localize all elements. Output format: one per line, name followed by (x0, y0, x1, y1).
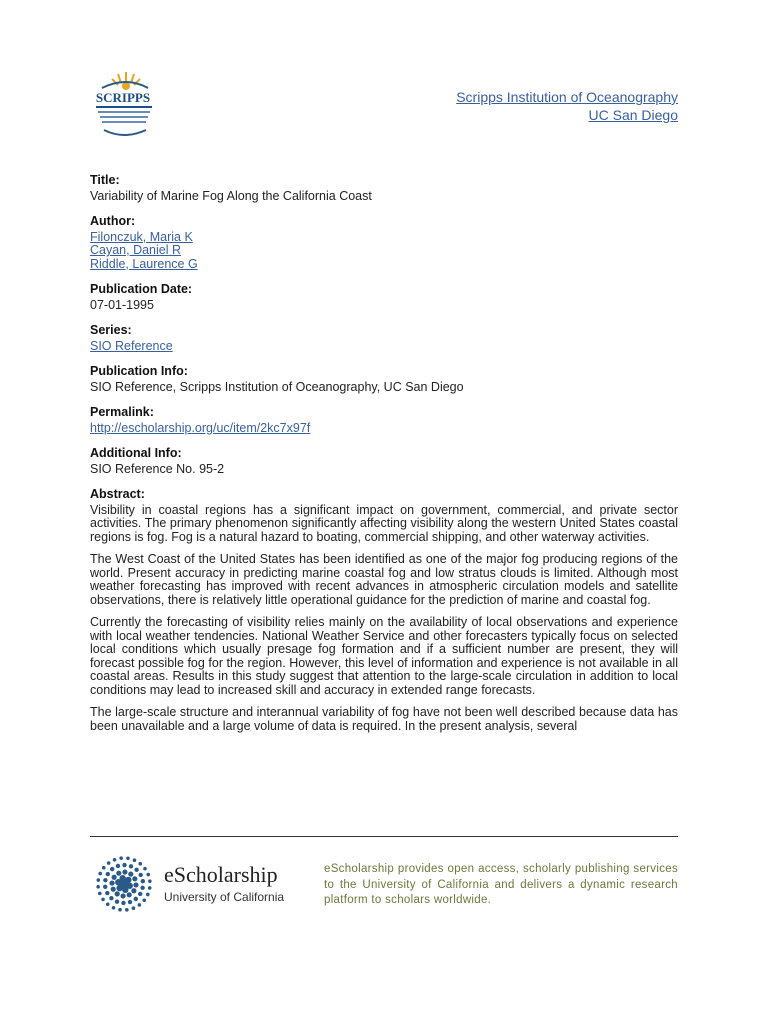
logo-dot (129, 864, 133, 868)
abstract-field (90, 488, 678, 733)
series-field (90, 324, 678, 353)
logo-dot (131, 888, 136, 893)
logo-dot (122, 869, 127, 874)
author-field (90, 215, 678, 271)
logo-dot (138, 903, 142, 907)
logo-dot (126, 857, 130, 861)
logo-dot (138, 892, 142, 896)
author-link[interactable]: Cayan, Daniel R (90, 243, 182, 257)
logo-dot (97, 878, 101, 882)
permalink-label: Permalink: (90, 405, 154, 419)
ucsd-link[interactable]: UC San Diego (588, 107, 678, 123)
pub-date-value: 07-01-1995 (90, 297, 154, 312)
logo-dot (140, 886, 144, 890)
pub-date-field (90, 283, 678, 312)
title-field (90, 174, 678, 203)
author-link[interactable]: Filonczuk, Maria K (90, 229, 193, 244)
logo-dot (143, 867, 147, 871)
metadata-section (90, 174, 678, 745)
logo-dot (128, 871, 133, 876)
pub-date-label: Publication Date: (90, 282, 193, 296)
logo-dot (122, 863, 126, 867)
logo-dot (146, 873, 150, 877)
logo-dot (113, 858, 117, 862)
abstract-paragraph: The large-scale structure and interannual variability of fog have not been well described because data has been unavailable and a large volume of data is required. In the present analysis, several (90, 705, 678, 733)
institution-links (456, 88, 678, 124)
logo-dot (128, 900, 132, 904)
logo-dot (116, 871, 121, 876)
logo-dot (121, 901, 125, 905)
logo-dot (132, 876, 137, 881)
logo-dot (98, 892, 102, 896)
pub-info-field (90, 365, 678, 394)
logo-dot (115, 891, 120, 896)
logo-dot (134, 868, 138, 872)
logo-dot (110, 867, 114, 871)
abstract-paragraph: The West Coast of the United States has been identified as one of the major fog producing regions of the world. Present accuracy in predicting marine coastal fog and low stratus clouds is limited. Although most weather forecasting has improved with recent advances in atmospheric circulation models and satellite observations, there is relatively little operational guidance for the prediction of marine and coastal fog. (90, 552, 678, 607)
logo-dot (109, 880, 114, 885)
permalink-link[interactable]: http://escholarship.org/uc/item/2kc7x97f (90, 420, 311, 435)
logo-dot (107, 861, 111, 865)
logo-dot (146, 893, 150, 897)
logo-dot (106, 872, 110, 876)
logo-dot (133, 882, 138, 887)
logo-dot (148, 879, 152, 883)
logo-dot (139, 873, 143, 877)
logo-dot (116, 885, 122, 891)
logo-dot (127, 892, 132, 897)
scripps-logo-text: SCRIPPS (95, 90, 151, 105)
logo-dot (138, 862, 142, 866)
abstract-paragraph: Currently the forecasting of visibility relies mainly on the availability of local observations and experience with local weather tendencies. National Weather Service and other forecasters typically focus on selected local conditions which usually presage fog formation and if a sufficient number are present, they will forecast possible fog for the region. However, this level of information and experience is not available in all coastal areas. Results in this study suggest that attention to the large-scale circulation in addition to local conditions may lead to increased skill and accuracy in extended range forecasts. (90, 615, 678, 697)
logo-dot (111, 887, 116, 892)
logo-dot (141, 879, 145, 883)
title-label: Title: (90, 173, 120, 187)
escholarship-logo-icon (92, 852, 156, 916)
logo-dot (96, 885, 100, 889)
pub-info-value: SIO Reference, Scripps Institution of Oceanography, UC San Diego (90, 379, 464, 394)
additional-info-field (90, 447, 678, 476)
abstract-paragraph: Visibility in coastal regions has a significant impact on government, commercial, and private sector activities. The primary phenomenon significantly affecting visibility along the western United States coastal regions is fog. Fog is a natural hazard to boating, commercial shipping, and other waterway activities. (90, 502, 678, 544)
escholarship-brand: eScholarship (164, 862, 278, 887)
logo-dot (125, 877, 131, 883)
logo-dot (106, 902, 110, 906)
logo-dot (101, 898, 105, 902)
logo-dot (102, 866, 106, 870)
additional-info-value: SIO Reference No. 95-2 (90, 461, 225, 476)
pub-info-label: Publication Info: (90, 364, 188, 378)
logo-dot (103, 885, 107, 889)
logo-dot (112, 906, 116, 910)
logo-dot (132, 906, 136, 910)
scripps-logo (88, 66, 158, 142)
title-value: Variability of Marine Fog Along the California Coast (90, 188, 372, 203)
logo-dot (111, 875, 116, 880)
logo-dot (116, 864, 120, 868)
scripps-link[interactable]: Scripps Institution of Oceanography (456, 89, 678, 105)
logo-dot (120, 893, 125, 898)
logo-dot (134, 897, 138, 901)
logo-dot (105, 891, 109, 895)
logo-dot (115, 899, 119, 903)
escholarship-subtitle: University of California (164, 890, 285, 904)
logo-dot (148, 886, 152, 890)
series-label: Series: (90, 323, 132, 337)
permalink-field (90, 406, 678, 435)
logo-dot (103, 878, 107, 882)
logo-dot (125, 908, 129, 912)
logo-dot (119, 875, 125, 881)
footer-divider (90, 836, 678, 837)
escholarship-description: eScholarship provides open access, scholarly publishing services to the University of California and delivers a dynamic research platform to scholars worldwide. (324, 863, 678, 906)
additional-info-label: Additional Info: (90, 446, 182, 460)
series-link[interactable]: SIO Reference (90, 338, 173, 353)
logo-dot (118, 908, 122, 912)
logo-dot (109, 896, 113, 900)
abstract-label: Abstract: (90, 487, 145, 501)
logo-dot (98, 872, 102, 876)
logo-dot (133, 858, 137, 862)
logo-dot (142, 898, 146, 902)
logo-dot (119, 856, 123, 860)
logo-dot (122, 887, 128, 893)
author-link[interactable]: Riddle, Laurence G (90, 256, 198, 271)
author-label: Author: (90, 214, 136, 228)
